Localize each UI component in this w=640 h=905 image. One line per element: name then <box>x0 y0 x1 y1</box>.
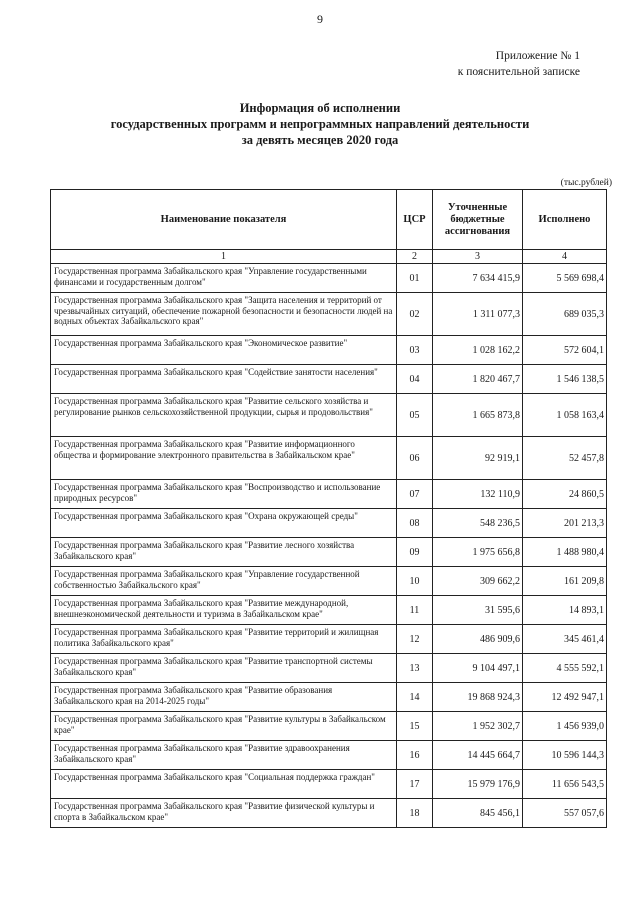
planned-amount: 9 104 497,1 <box>433 654 523 683</box>
program-code: 05 <box>397 394 433 437</box>
program-name: Государственная программа Забайкальского края "Защита населения и территорий от чрезвычайных ситуаций, обеспечение пожарной безопасности и безопасности людей на водных объектах Забайкальского края" <box>51 293 397 336</box>
program-code: 12 <box>397 625 433 654</box>
program-code: 09 <box>397 538 433 567</box>
table-row <box>51 741 607 770</box>
program-name: Государственная программа Забайкальского края "Развитие сельского хозяйства и регулирование рынков сельскохозяйственной продукции, сырья и продовольствия" <box>51 394 397 437</box>
executed-amount: 11 656 543,5 <box>523 770 607 799</box>
header-executed: Исполнено <box>523 190 607 250</box>
planned-amount: 1 952 302,7 <box>433 712 523 741</box>
planned-amount: 31 595,6 <box>433 596 523 625</box>
title-line-1: Информация об исполнении <box>239 101 401 115</box>
table-row <box>51 625 607 654</box>
planned-amount: 7 634 415,9 <box>433 264 523 293</box>
program-code: 10 <box>397 567 433 596</box>
executed-amount: 4 555 592,1 <box>523 654 607 683</box>
program-code: 07 <box>397 480 433 509</box>
program-name: Государственная программа Забайкальского края "Развитие лесного хозяйства Забайкальского края" <box>51 538 397 567</box>
executed-amount: 52 457,8 <box>523 437 607 480</box>
executed-amount: 161 209,8 <box>523 567 607 596</box>
table-row <box>51 336 607 365</box>
executed-amount: 12 492 947,1 <box>523 683 607 712</box>
page-number: 9 <box>317 12 323 26</box>
table-row <box>51 394 607 437</box>
table-row <box>51 567 607 596</box>
program-code: 11 <box>397 596 433 625</box>
column-number: 4 <box>523 250 607 264</box>
program-code: 16 <box>397 741 433 770</box>
program-code: 14 <box>397 683 433 712</box>
planned-amount: 92 919,1 <box>433 437 523 480</box>
table-body <box>51 264 607 828</box>
program-name: Государственная программа Забайкальского края "Развитие образования Забайкальского края на 2014-2025 годы" <box>51 683 397 712</box>
planned-amount: 1 975 656,8 <box>433 538 523 567</box>
table-row <box>51 596 607 625</box>
program-name: Государственная программа Забайкальского края "Экономическое развитие" <box>51 336 397 365</box>
executed-amount: 14 893,1 <box>523 596 607 625</box>
executed-amount: 5 569 698,4 <box>523 264 607 293</box>
table-row <box>51 264 607 293</box>
program-name: Государственная программа Забайкальского края "Развитие транспортной системы Забайкальского края" <box>51 654 397 683</box>
program-code: 17 <box>397 770 433 799</box>
column-number: 1 <box>51 250 397 264</box>
program-code: 04 <box>397 365 433 394</box>
planned-amount: 1 028 162,2 <box>433 336 523 365</box>
table-row <box>51 509 607 538</box>
table-row <box>51 770 607 799</box>
title-line-2: государственных программ и непрограммных направлений деятельности <box>110 117 530 131</box>
program-code: 02 <box>397 293 433 336</box>
table-row <box>51 654 607 683</box>
program-name: Государственная программа Забайкальского края "Охрана окружающей среды" <box>51 509 397 538</box>
table-row <box>51 538 607 567</box>
table-row <box>51 365 607 394</box>
planned-amount: 1 311 077,3 <box>433 293 523 336</box>
executed-amount: 1 456 939,0 <box>523 712 607 741</box>
header-row <box>51 190 607 250</box>
executed-amount: 1 058 163,4 <box>523 394 607 437</box>
program-name: Государственная программа Забайкальского края "Развитие физической культуры и спорта в Забайкальском крае" <box>51 799 397 828</box>
programs-table <box>50 189 607 828</box>
executed-amount: 689 035,3 <box>523 293 607 336</box>
program-code: 08 <box>397 509 433 538</box>
program-name: Государственная программа Забайкальского края "Содействие занятости населения" <box>51 365 397 394</box>
planned-amount: 548 236,5 <box>433 509 523 538</box>
program-code: 03 <box>397 336 433 365</box>
planned-amount: 14 445 664,7 <box>433 741 523 770</box>
program-name: Государственная программа Забайкальского края "Развитие здравоохранения Забайкальского края" <box>51 741 397 770</box>
planned-amount: 132 110,9 <box>433 480 523 509</box>
document-title <box>0 100 640 148</box>
planned-amount: 19 868 924,3 <box>433 683 523 712</box>
program-name: Государственная программа Забайкальского края "Развитие культуры в Забайкальском крае" <box>51 712 397 741</box>
executed-amount: 345 461,4 <box>523 625 607 654</box>
program-code: 15 <box>397 712 433 741</box>
planned-amount: 1 665 873,8 <box>433 394 523 437</box>
executed-amount: 572 604,1 <box>523 336 607 365</box>
header-csr: ЦСР <box>397 190 433 250</box>
appendix-line-1: Приложение № 1 <box>495 50 580 62</box>
program-name: Государственная программа Забайкальского края "Развитие информационного общества и формирование электронного правительства в Забайкальском крае" <box>51 437 397 480</box>
executed-amount: 1 488 980,4 <box>523 538 607 567</box>
planned-amount: 15 979 176,9 <box>433 770 523 799</box>
table-row <box>51 437 607 480</box>
planned-amount: 845 456,1 <box>433 799 523 828</box>
program-name: Государственная программа Забайкальского края "Управление государственными финансами и государственным долгом" <box>51 264 397 293</box>
table-row <box>51 480 607 509</box>
executed-amount: 557 057,6 <box>523 799 607 828</box>
title-line-3: за девять месяцев 2020 года <box>241 133 399 147</box>
planned-amount: 486 909,6 <box>433 625 523 654</box>
header-name: Наименование показателя <box>51 190 397 250</box>
table-row <box>51 293 607 336</box>
program-code: 01 <box>397 264 433 293</box>
executed-amount: 201 213,3 <box>523 509 607 538</box>
program-name: Государственная программа Забайкальского края "Управление государственной собственностью Забайкальского края" <box>51 567 397 596</box>
executed-amount: 1 546 138,5 <box>523 365 607 394</box>
column-number-row <box>51 250 607 264</box>
table-row <box>51 683 607 712</box>
table-row <box>51 799 607 828</box>
program-name: Государственная программа Забайкальского края "Воспроизводство и использование природных ресурсов" <box>51 480 397 509</box>
executed-amount: 24 860,5 <box>523 480 607 509</box>
column-number: 3 <box>433 250 523 264</box>
planned-amount: 1 820 467,7 <box>433 365 523 394</box>
appendix-note <box>458 48 580 80</box>
program-code: 13 <box>397 654 433 683</box>
column-number: 2 <box>397 250 433 264</box>
header-planned: Уточненные бюджетные ассигнования <box>433 190 523 250</box>
program-name: Государственная программа Забайкальского края "Развитие территорий и жилищная политика Забайкальского края" <box>51 625 397 654</box>
executed-amount: 10 596 144,3 <box>523 741 607 770</box>
program-name: Государственная программа Забайкальского края "Развитие международной, внешнеэкономической деятельности и туризма в Забайкальском крае" <box>51 596 397 625</box>
table-row <box>51 712 607 741</box>
program-name: Государственная программа Забайкальского края "Социальная поддержка граждан" <box>51 770 397 799</box>
planned-amount: 309 662,2 <box>433 567 523 596</box>
appendix-line-2: к пояснительной записке <box>457 66 580 78</box>
program-code: 18 <box>397 799 433 828</box>
units-label: (тыс.рублей) <box>560 178 612 188</box>
program-code: 06 <box>397 437 433 480</box>
